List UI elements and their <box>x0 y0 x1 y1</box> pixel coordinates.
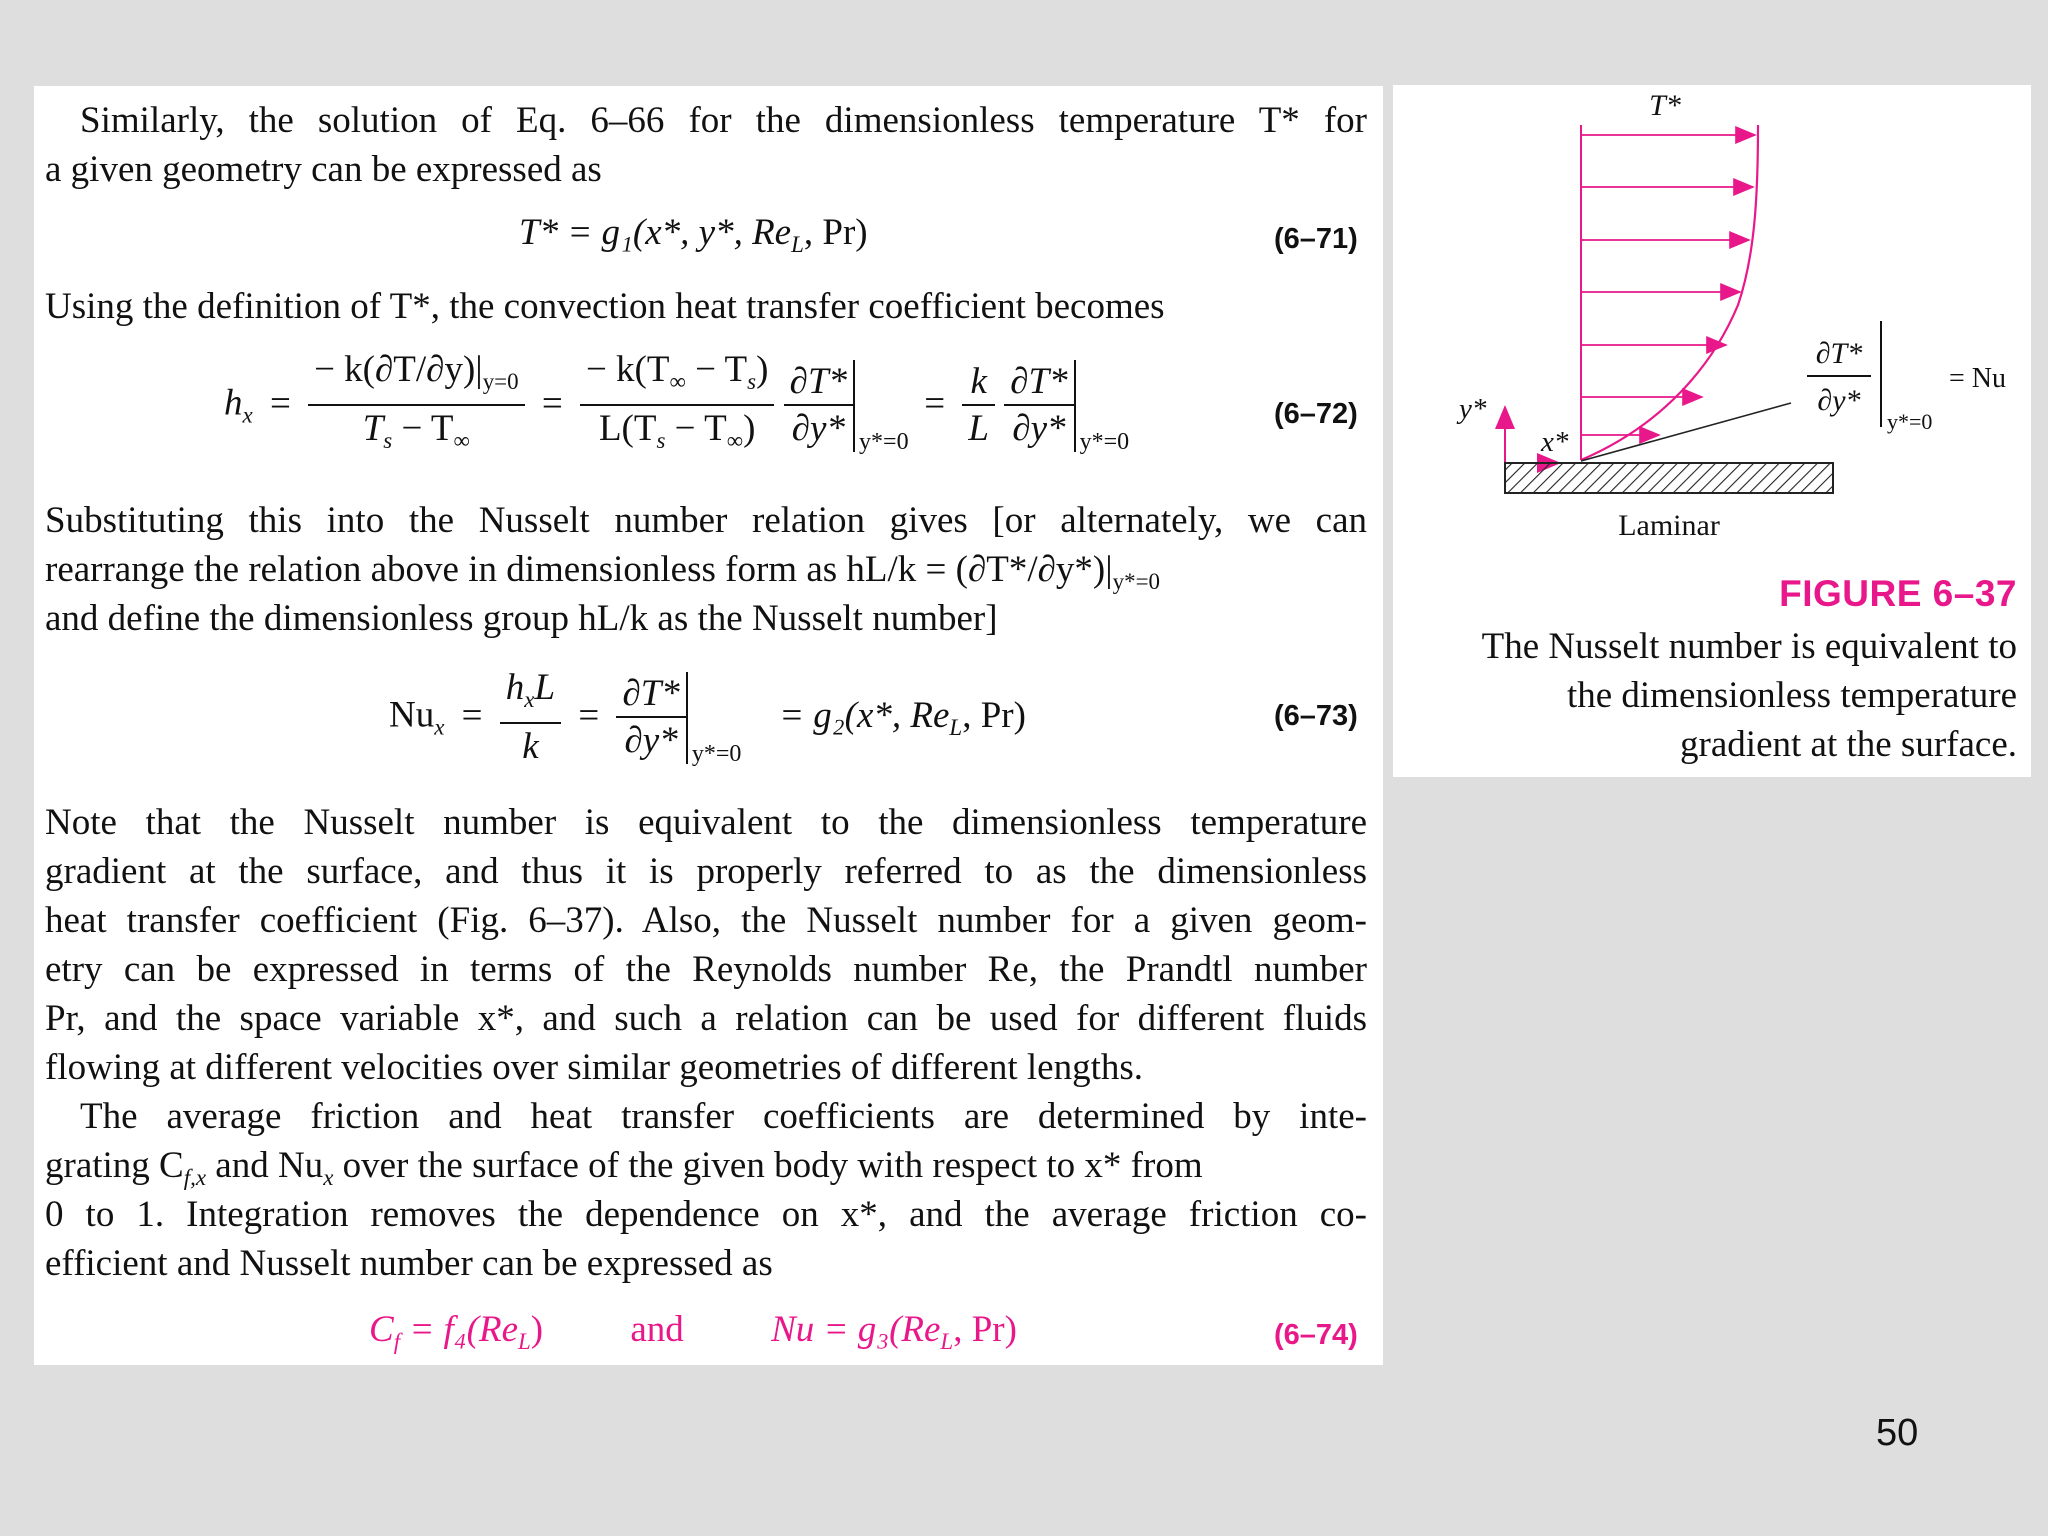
textbook-page-excerpt <box>34 86 1383 1365</box>
x-star-label: x* <box>1541 426 1569 458</box>
equation-6-74: $C_f = f_4(Re_L)$ and $Nu = g_3(Re_L$, Pr) <box>369 1309 1017 1355</box>
equation-number-6-71: (6–71) <box>1274 223 1358 255</box>
equation-number-6-72: (6–72) <box>1274 398 1358 430</box>
figure-caption-line-2: the dimensionless temperature <box>1566 675 2017 716</box>
paragraph-4-line-4: etry can be expressed in terms of the Reynolds number Re, the Prandtl number <box>45 949 1367 990</box>
evaluation-bar: y*=0 <box>853 360 915 452</box>
y-star-label: y* <box>1459 393 1487 425</box>
paragraph-2: Using the definition of T*, the convection heat transfer coefficient becomes <box>45 286 1165 327</box>
equals-nu-label: = Nu <box>1949 363 2007 394</box>
fraction-dimensionless-gradient-3: $\frac{\partial T*}{\partial y*}$ <box>616 672 685 764</box>
fraction-hx-l-over-k: $\frac{h_xL}{k}$ <box>500 666 561 770</box>
fraction-temperature-ratio: $\frac{- k(T_\infty - T_s)}{L(T_s - T_\infty)}$ <box>580 348 774 464</box>
figure-6-37-panel <box>1393 85 2031 777</box>
paragraph-4-line-6: flowing at different velocities over similar geometries of different lengths. <box>45 1047 1144 1088</box>
surface-tangent-line <box>1581 403 1791 461</box>
paragraph-5-line-4: efficient and Nusselt number can be expressed as <box>45 1243 773 1284</box>
paragraph-5-line-3: 0 to 1. Integration removes the dependence on x*, and the average friction co- <box>45 1194 1367 1235</box>
paragraph-1-line-1: Similarly, the solution of Eq. 6–66 for the dimensionless temperature T* for <box>80 100 1367 141</box>
fraction-dimensionless-gradient-2: $\frac{\partial T*}{\partial y*}$ <box>1004 360 1073 452</box>
paragraph-5-line-2: grating $C_{f,x}$ and $Nu_x$ over the surface of the given body with respect to x* from <box>45 1145 1203 1191</box>
paragraph-3-line-3: and define the dimensionless group hL/k as the Nusselt number] <box>45 598 998 639</box>
fraction-dimensionless-gradient: $\frac{\partial T*}{\partial y*}$ <box>784 360 853 452</box>
gradient-numerator: ∂T* <box>1815 337 1863 370</box>
equation-6-73: $Nu_x$ = $\frac{h_xL}{k}$ = $\frac{\partial T*}{\partial y*}$ y*=0 = g₂(x*, $Re_L$, Pr) <box>389 666 1026 770</box>
figure-caption-line-3: gradient at the surface. <box>1680 724 2017 765</box>
paragraph-4-line-5: Pr, and the space variable x*, and such a relation can be used for different fluids <box>45 998 1367 1039</box>
evaluation-bar-3: y*=0 <box>686 672 748 764</box>
equation-number-6-74: (6–74) <box>1274 1319 1358 1351</box>
figure-title: FIGURE 6–37 <box>1779 573 2017 614</box>
laminar-label: Laminar <box>1618 509 1720 542</box>
fraction-k-over-l: $\frac{k}{L}$ <box>962 360 995 452</box>
equation-6-71: T* = g₁(x*, y*, $Re_L$, Pr) <box>519 212 868 258</box>
evaluation-bar-2: y*=0 <box>1074 360 1136 452</box>
paragraph-4-line-2: gradient at the surface, and thus it is properly referred to as the dimensionless <box>45 851 1367 892</box>
slide-page-number: 50 <box>1876 1412 1919 1454</box>
figure-caption-line-1: The Nusselt number is equivalent to <box>1481 626 2017 667</box>
t-star-label: T* <box>1649 89 1681 122</box>
gradient-eval-subscript: y*=0 <box>1887 409 1933 434</box>
flat-plate-surface <box>1505 463 1833 493</box>
paragraph-3-line-1: Substituting this into the Nusselt number relation gives [or alternately, we can <box>45 500 1367 541</box>
paragraph-3-line-2: rearrange the relation above in dimensionless form as $hL/k = (\partial T*/\partial y*)|_{y*=0}$ <box>45 549 1160 595</box>
temperature-profile-diagram <box>1393 85 2031 555</box>
gradient-denominator: ∂y* <box>1817 384 1861 417</box>
paragraph-4-line-1: Note that the Nusselt number is equivalent to the dimensionless temperature <box>45 802 1367 843</box>
paragraph-4-line-3: heat transfer coefficient (Fig. 6–37). Also, the Nusselt number for a given geom- <box>45 900 1367 941</box>
paragraph-5-line-1: The average friction and heat transfer coefficients are determined by inte- <box>80 1096 1367 1137</box>
paragraph-1-line-2: a given geometry can be expressed as <box>45 149 602 190</box>
fraction-heat-flux: $\frac{- k(\partial T/\partial y)|_{y=0}}{T_s - T_\infty}$ <box>308 348 525 464</box>
equation-6-72: $h_x$ = $\frac{- k(\partial T/\partial y)|_{y=0}}{T_s - T_\infty}$ = $\frac{- k(T_\infty - T_s)}{L(T_s - T_\infty)}$ $\frac{\partial T*}{\partial y*}$ y*=0 = $\frac{k}{L}$ $\frac{\partial T*}{\partial y*}$ y*=0 <box>224 348 1136 464</box>
equation-number-6-73: (6–73) <box>1274 700 1358 732</box>
